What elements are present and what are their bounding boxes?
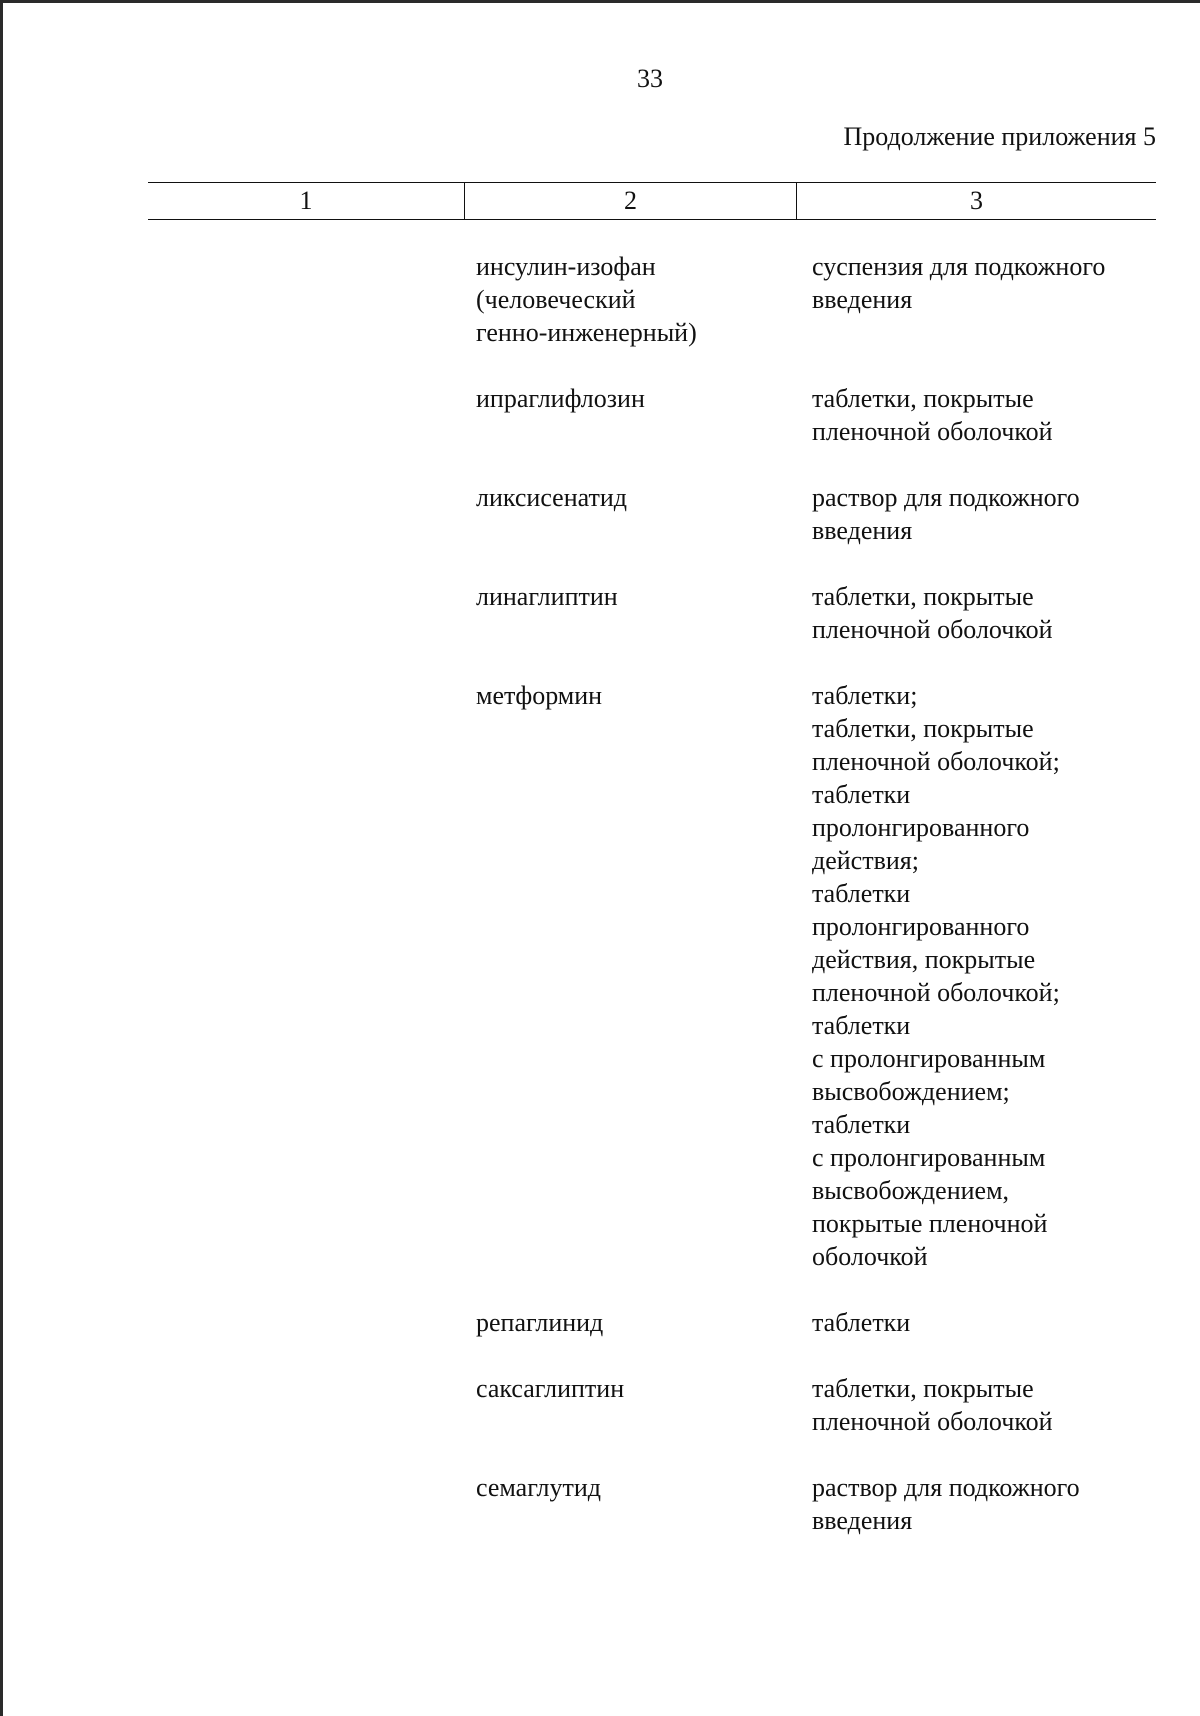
- cell-dosage-form: суспензия для подкожного введения: [812, 252, 1106, 314]
- cell-drug-name: метформин: [476, 681, 603, 710]
- table-body: [148, 250, 1156, 1570]
- scan-edge-top: [0, 0, 1200, 3]
- table-row: [148, 1372, 1156, 1438]
- cell-drug-name: репаглинид: [476, 1308, 604, 1337]
- header-col-2: 2: [464, 183, 796, 219]
- cell-dosage-form: таблетки, покрытые пленочной оболочкой: [812, 384, 1053, 446]
- cell-dosage-form: раствор для подкожного введения: [812, 483, 1080, 545]
- cell-drug-name: ликсисенатид: [476, 483, 628, 512]
- table-header: [148, 182, 1156, 220]
- cell-drug-name: ипраглифлозин: [476, 384, 645, 413]
- cell-drug-name: семаглутид: [476, 1473, 602, 1502]
- table-row: [148, 481, 1156, 547]
- cell-group: [148, 382, 476, 448]
- cell-group: [148, 1306, 476, 1339]
- cell-group: [148, 481, 476, 547]
- cell-group: [148, 1471, 476, 1537]
- cell-group: [148, 580, 476, 646]
- table-row: [148, 1306, 1156, 1339]
- table-row: [148, 250, 1156, 349]
- cell-drug-name: саксаглиптин: [476, 1374, 625, 1403]
- table-row: [148, 580, 1156, 646]
- cell-dosage-form: таблетки, покрытые пленочной оболочкой: [812, 582, 1053, 644]
- table-row: [148, 679, 1156, 1273]
- cell-dosage-form: таблетки; таблетки, покрытые пленочной оболочкой; таблетки пролонгированного действия; таблетки пролонгированного действия, покрытые пленочной оболочкой; таблетки с пролонгированным высвобождением; таблетки с пролонгированным высвобождением, покрытые пленочной оболочкой: [812, 681, 1060, 1271]
- cell-dosage-form: таблетки, покрытые пленочной оболочкой: [812, 1374, 1053, 1436]
- continuation-note: Продолжение приложения 5: [843, 122, 1156, 151]
- cell-group: [148, 679, 476, 1273]
- cell-group: [148, 1372, 476, 1438]
- table-row: [148, 382, 1156, 448]
- cell-drug-name: инсулин-изофан (человеческий генно-инженерный): [476, 252, 697, 347]
- page-number: 33: [637, 64, 663, 93]
- scan-edge-left: [0, 0, 3, 1716]
- header-col-3: 3: [796, 183, 1156, 219]
- cell-dosage-form: раствор для подкожного введения: [812, 1473, 1080, 1535]
- cell-drug-name: линаглиптин: [476, 582, 618, 611]
- header-col-1: 1: [299, 186, 313, 215]
- cell-dosage-form: таблетки: [812, 1308, 911, 1337]
- cell-group: [148, 250, 476, 349]
- table-row: [148, 1471, 1156, 1537]
